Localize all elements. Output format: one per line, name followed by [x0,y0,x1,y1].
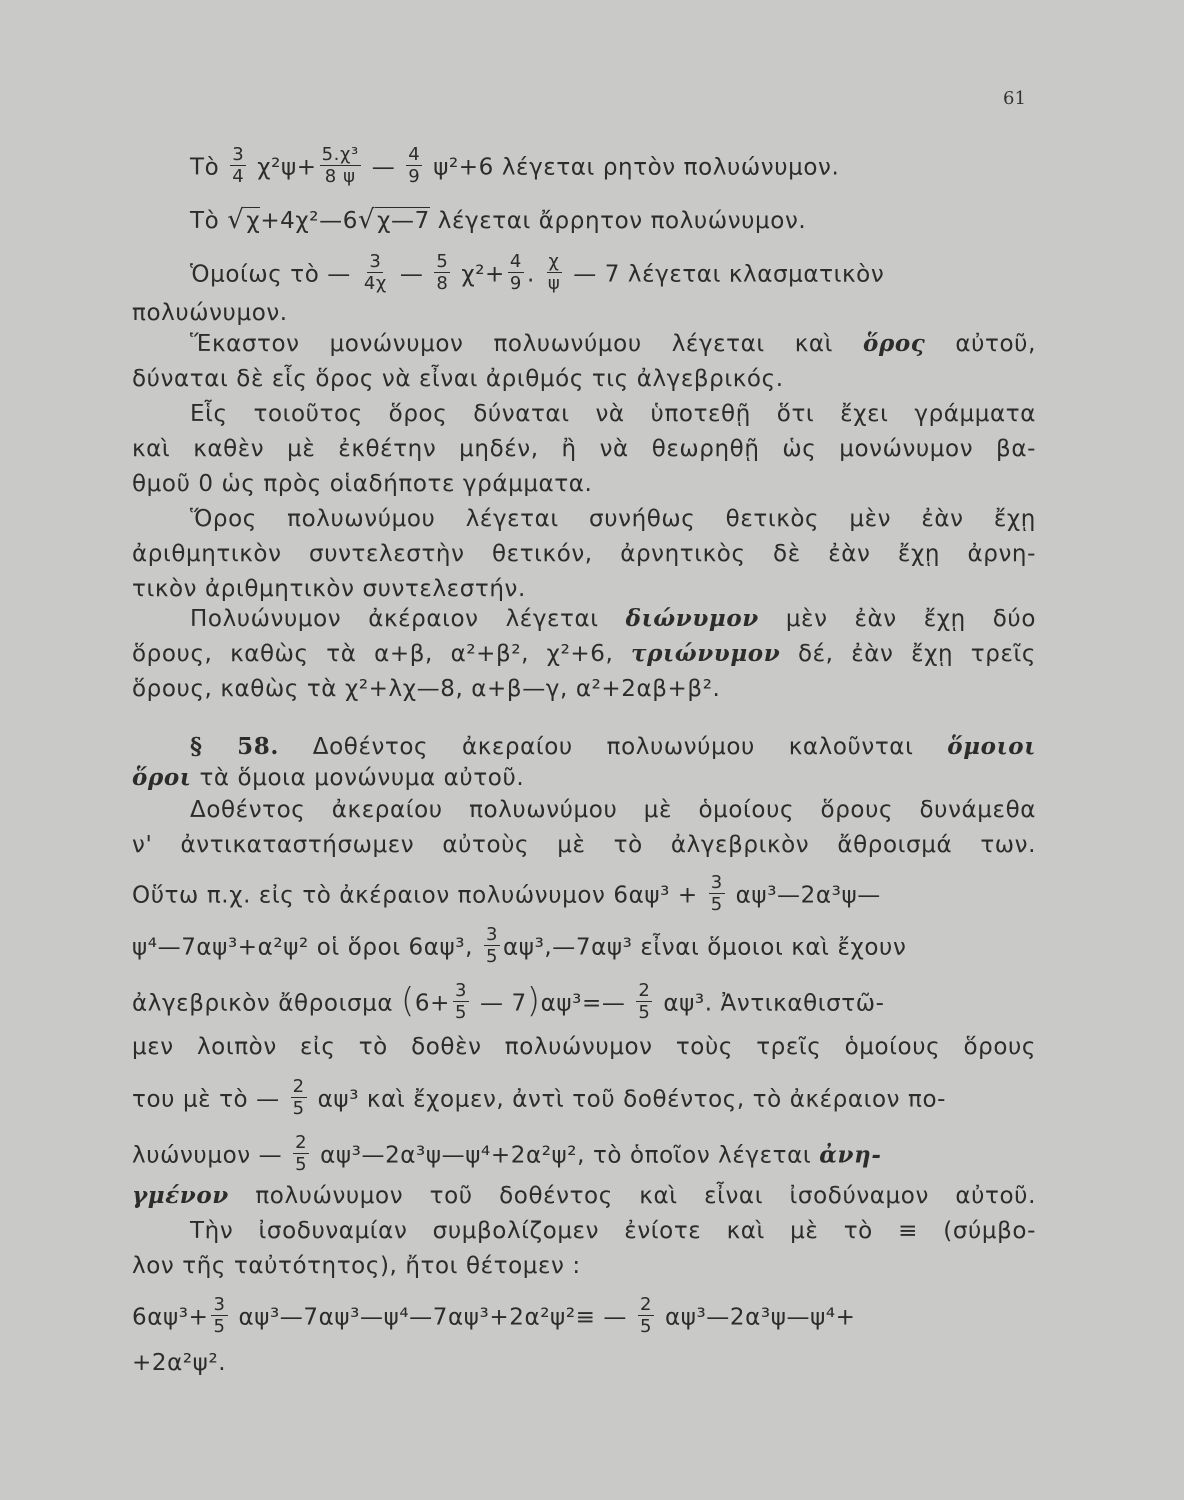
emphasis: ὅροι [132,764,192,791]
fraction: $\frac{5}{8}$ [436,251,449,294]
fraction: $\frac{\chi}{\psi}$ [547,251,561,294]
fraction: $\frac{\text{5.χ³}}{8 \psi}$ [321,144,359,187]
text-line: ψ⁴—7αψ³+α²ψ² οἱ ὅροι 6αψ³, $\frac{3}{5}$ αψ³,—7αψ³ εἶναι ὅμοιοι καὶ ἔχουν [132,924,907,967]
text-line: ὅροι τὰ ὅμοια μονώνυμα αὐτοῦ. [132,764,525,791]
text: — [371,154,396,181]
text-line: τικὸν ἀριθμητικὸν συντελεστήν. [132,576,526,602]
fraction: $\frac{3}{4\chi}$ [363,251,387,294]
text-line [190,251,1094,295]
text-line: πολυώνυμον. [132,300,288,326]
text-line: Πολυώνυμον ἀκέραιον λέγεται διώνυμον μὲν ἐὰν ἔχῃ δύο [190,605,1036,632]
text-line: καὶ καθὲν μὲ ἐκθέτην μηδέν, ἢ νὰ θεωρηθῇ ὡς μονώνυμον βα- [132,436,1036,462]
text-line: Ἕκαστον μονώνυμον πολυωνύμου λέγεται καὶ ὅρος αὐτοῦ, [190,330,1036,357]
fraction: $\frac{2}{5}$ [638,980,651,1023]
emphasis: ὅρος [863,330,926,357]
text-line: δύναται δὲ εἷς ὅρος νὰ εἶναι ἀριθμός τις ἀλγεβρικός. [132,366,784,392]
text: — 7 λέγεται κλασματικὸν [573,261,885,288]
text-line: ν' ἀντικαταστήσωμεν αὐτοὺς μὲ τὸ ἀλγεβρικὸν ἄθροισμά των. [132,832,1036,858]
text-line: μεν λοιπὸν εἰς τὸ δοθὲν πολυώνυμον τοὺς τρεῖς ὁμοίους ὅρους [132,1034,1036,1060]
fraction: $\frac{2}{5}$ [295,1132,308,1175]
text-line: ὅρους, καθὼς τὰ α+β, α²+β², χ²+6, τριώνυμον δέ, ἐὰν ἔχῃ τρεῖς [132,640,1036,667]
fraction: $\frac{4}{9}$ [408,144,421,187]
text: . [526,261,535,288]
emphasis: ἀνη- [819,1141,882,1169]
text: ψ²+6 λέγεται ρητὸν πολυώνυμον. [433,154,840,181]
page-number: 61 [1003,88,1026,109]
text-line: Ὅρος πολυωνύμου λέγεται συνήθως θετικὸς μὲν ἐὰν ἔχῃ [190,506,1036,532]
text-line: λυώνυμον — $\frac{2}{5}$ αψ³—2α³ψ—ψ⁴+2α²ψ², τὸ ὁποῖον λέγεται ἀνη- [132,1132,882,1175]
section-number: § 58. [190,733,279,760]
fraction: $\frac{2}{5}$ [639,1294,653,1337]
text: χ²+ [461,261,505,288]
text: λέγεται ἄρρητον πολυώνυμον. [437,208,807,234]
text-line: ὅρους, καθὼς τὰ χ²+λχ—8, α+β—γ, α²+2αβ+β². [132,676,721,702]
text-line: του μὲ τὸ — $\frac{2}{5}$ αψ³ καὶ ἔχομεν, ἀντὶ τοῦ δοθέντος, τὸ ἀκέραιον πο- [132,1076,947,1119]
fraction: $\frac{3}{5}$ [455,980,468,1023]
text: χ²ψ+ [257,154,317,181]
text: Τὸ [190,154,220,181]
equation-line: 6αψ³+ $\frac{3}{5}$ αψ³—7αψ³—ψ⁴—7αψ³+2α²ψ²≡ — $\frac{2}{5}$ αψ³—2α³ψ—ψ⁴+ [132,1294,856,1337]
fraction: $\frac{2}{5}$ [292,1076,305,1119]
text-line: ἀλγεβρικὸν ἄθροισμα (6+ $\frac{3}{5}$ — 7)αψ³=— $\frac{2}{5}$ αψ³. Ἀντικαθιστῶ- [132,980,885,1023]
fraction: $\frac{3}{5}$ [485,924,499,967]
text: +4χ²—6 [260,208,358,234]
text-line: Εἷς τοιοῦτος ὅρος δύναται νὰ ὑποτεθῇ ὅτι ἔχει γράμματα [190,401,1036,427]
equation-line: +2α²ψ². [132,1350,227,1376]
text-line: Δοθέντος ἀκεραίου πολυωνύμου μὲ ὁμοίους ὅρους δυνάμεθα [190,797,1036,823]
text: Τὸ [190,208,220,234]
text-line [190,144,1094,188]
emphasis: τριώνυμον [631,640,781,667]
text-line: θμοῦ 0 ὡς πρὸς οἱαδήποτε γράμματα. [132,471,593,497]
text-line: Τὸ √χ+4χ²—6√χ—7 λέγεται ἄρρητον πολυώνυμον. [190,205,807,235]
emphasis: ὅμοιοι [947,733,1036,760]
text-line: ἀριθμητικὸν συντελεστὴν θετικόν, ἀρνητικὸς δὲ ἐὰν ἔχῃ ἀρνη- [132,541,1036,567]
emphasis: γμένον [132,1182,229,1209]
fraction: $\frac{3}{5}$ [710,872,723,915]
section-heading-line: § 58. Δοθέντος ἀκεραίου πολυωνύμου καλοῦνται ὅμοιοι [190,733,1036,760]
radicand: χ—7 [377,208,430,234]
text-line: γμένον πολυώνυμον τοῦ δοθέντος καὶ εἶναι ἰσοδύναμον αὐτοῦ. [132,1182,1036,1209]
text-line: Οὕτω π.χ. εἰς τὸ ἀκέραιον πολυώνυμον 6αψ³ + $\frac{3}{5}$ αψ³—2α³ψ— [132,872,881,915]
fraction: $\frac{3}{4}$ [232,144,245,187]
text: Ὁμοίως τὸ — [190,261,351,288]
radicand: χ [246,208,261,234]
text: — [399,261,424,288]
fraction: $\frac{4}{9}$ [509,251,522,294]
emphasis: διώνυμον [625,605,759,632]
text-line: λον τῆς ταὐτότητος), ἤτοι θέτομεν : [132,1253,581,1279]
text-line: Τὴν ἰσοδυναμίαν συμβολίζομεν ἐνίοτε καὶ μὲ τὸ ≡ (σύμβο- [190,1218,1036,1244]
fraction: $\frac{3}{5}$ [213,1294,226,1337]
